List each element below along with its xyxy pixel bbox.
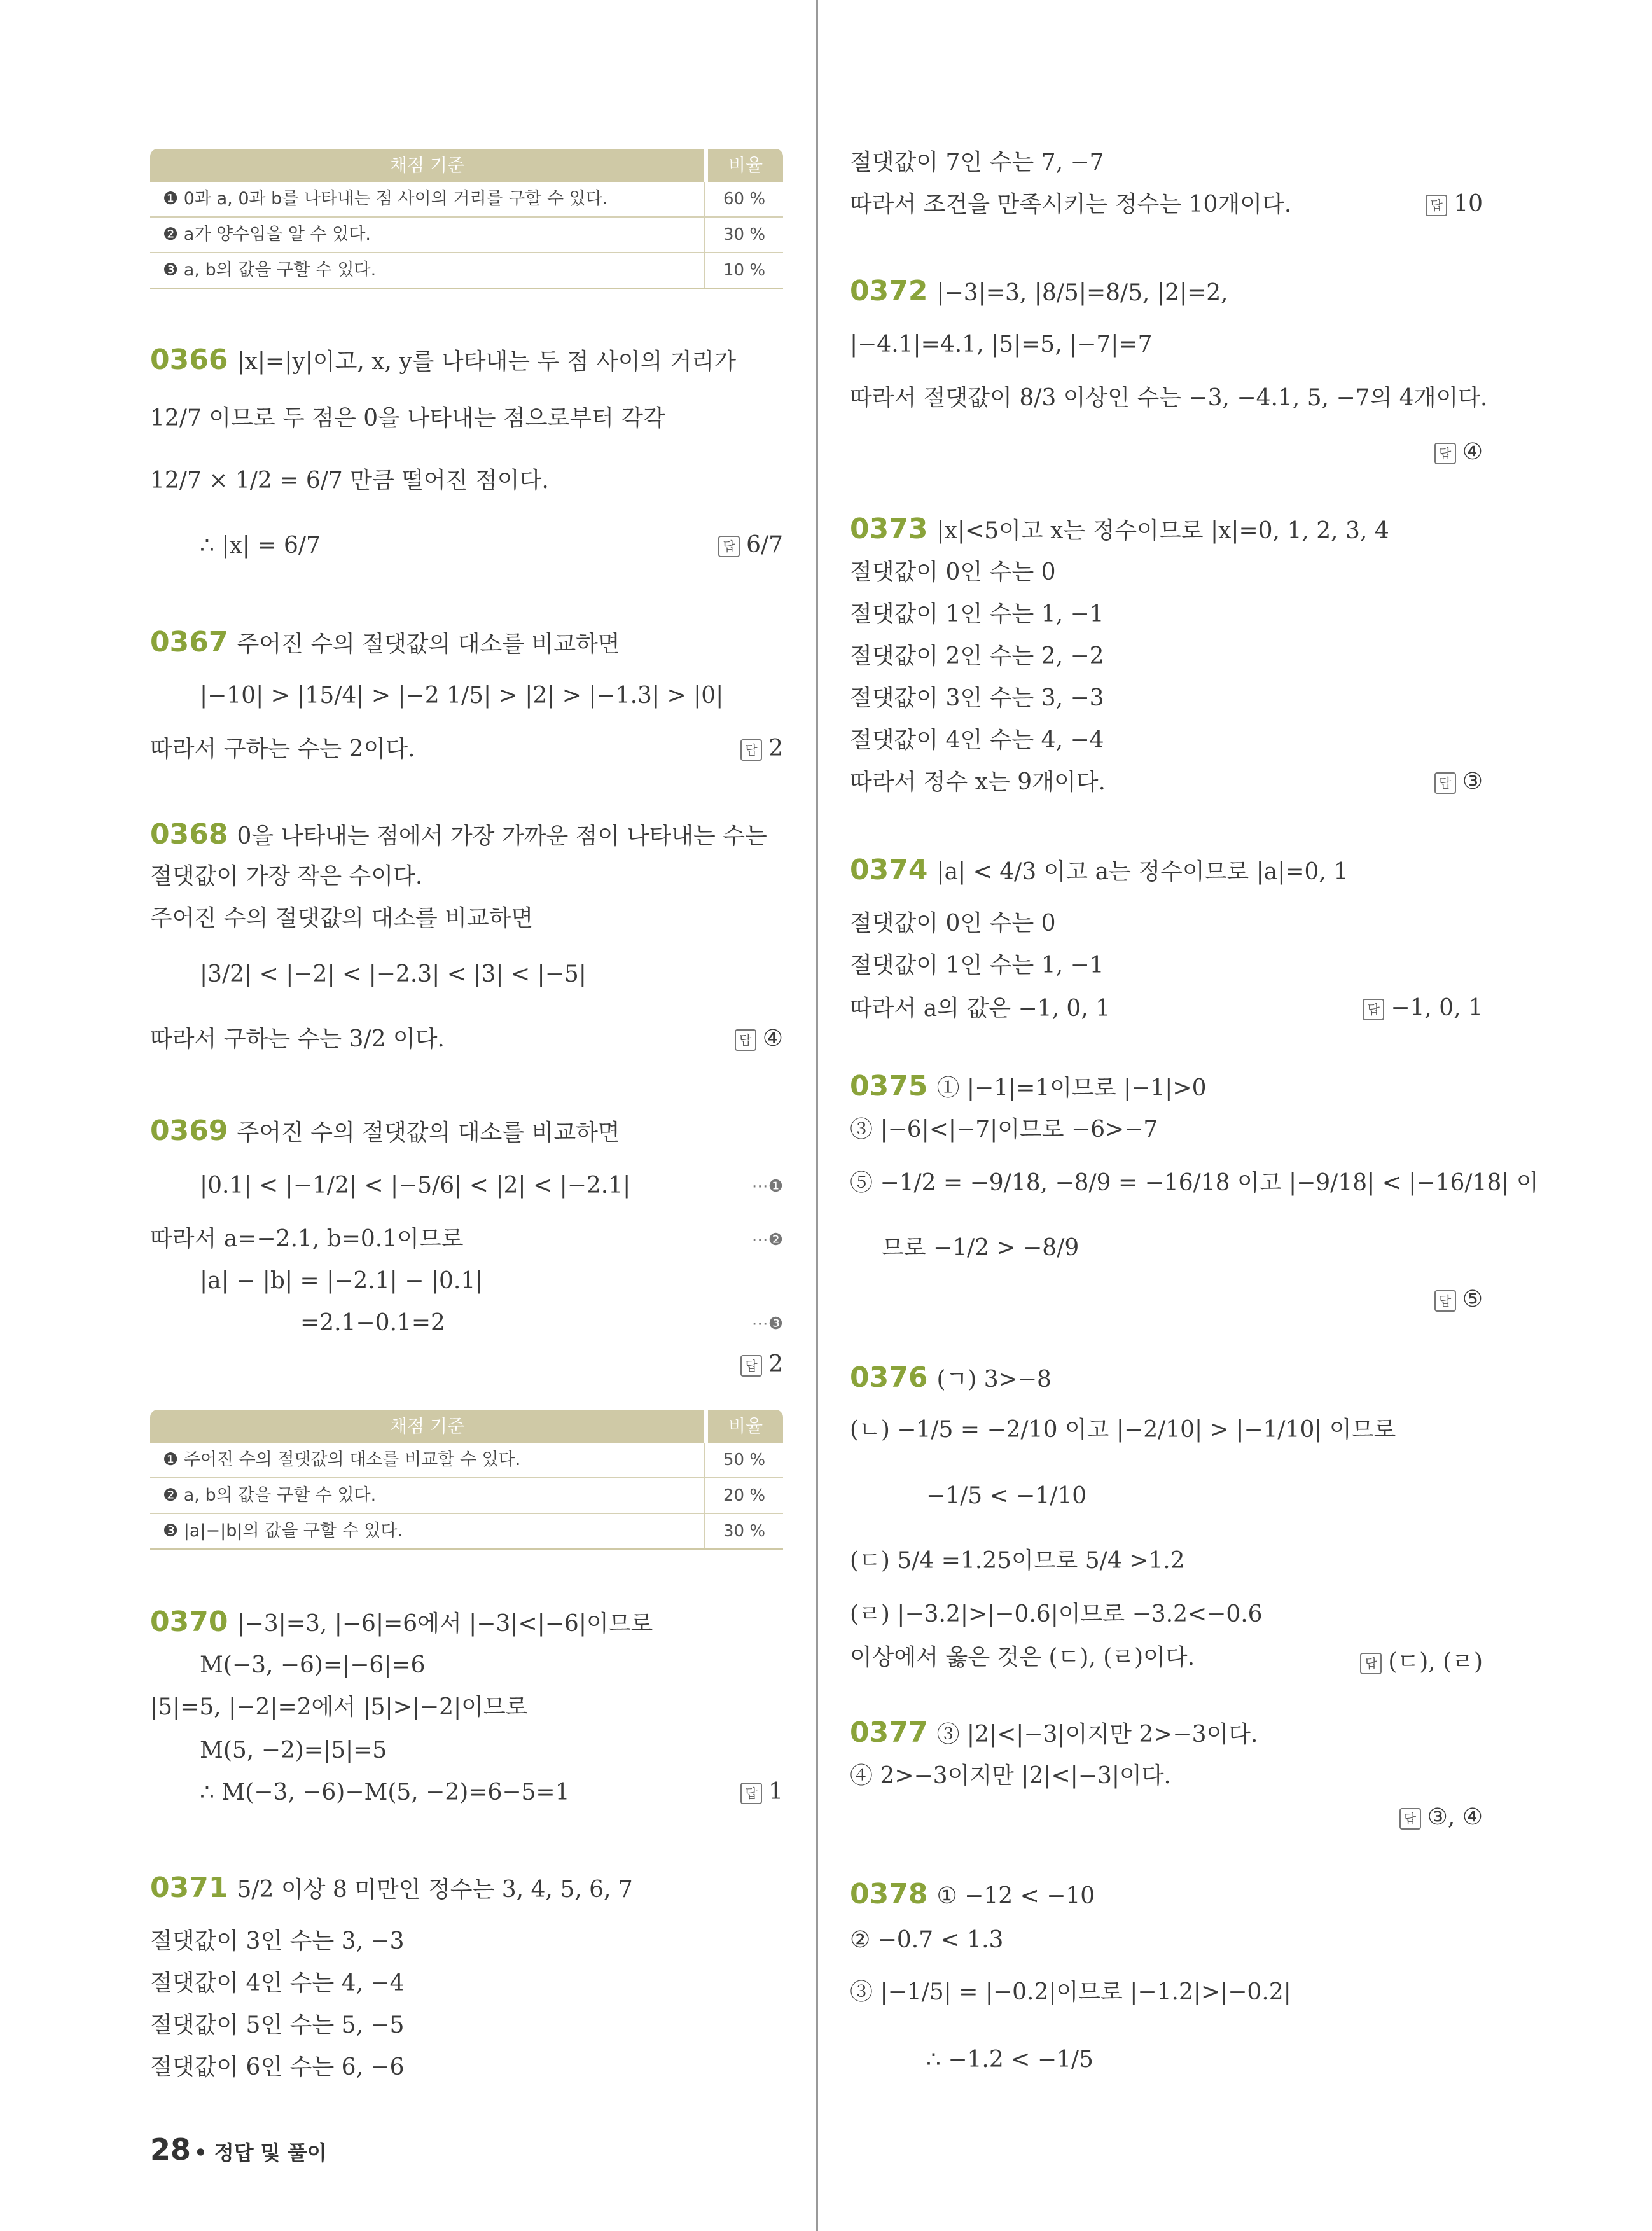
- problem-number: 0373: [850, 513, 928, 545]
- problem-0378-line-3: ③ |−1/5| = |−0.2|이므로 |−1.2|>|−0.2|: [850, 1979, 1291, 2005]
- problem-0375-line-3: ⑤ −1/2 = −9/18, −8/9 = −16/18 이고 |−9/18| < |−16/18| 이: [850, 1170, 1539, 1196]
- answer-tag-icon: 답: [1434, 772, 1456, 794]
- problem-0374-line-3: 절댓값이 1인 수는 1, −1: [850, 952, 1104, 978]
- solution-text: 주어진 수의 절댓값의 대소를 비교하면: [237, 1120, 620, 1146]
- problem-number: 0366: [150, 344, 228, 376]
- grading-row: [150, 1514, 783, 1548]
- solution-text: 5/2 이상 8 미만인 정수는 3, 4, 5, 6, 7: [237, 1877, 633, 1903]
- problem-0376-line-4: (ㄷ) 5/4 =1.25이므로 5/4 >1.2: [850, 1548, 1185, 1574]
- solution-text: |a| < 4/3 이고 a는 정수이므로 |a|=0, 1: [936, 859, 1349, 885]
- solution-text: |−3|=3, |8/5|=8/5, |2|=2,: [936, 280, 1228, 306]
- answer-tag-icon: 답: [740, 1783, 762, 1804]
- problem-0368-line-2: 절댓값이 가장 작은 수이다.: [150, 863, 423, 889]
- grading-ratio: 10 %: [704, 253, 783, 288]
- solution-text: ③ |2|<|−3|이지만 2>−3이다.: [936, 1721, 1258, 1748]
- problem-0378-line-1: [850, 1880, 1095, 1910]
- answer-0374: [1363, 995, 1483, 1021]
- answer-0372: [1434, 439, 1483, 465]
- problem-number: 0372: [850, 275, 928, 307]
- problem-0366-line-4: ∴ |x| = 6/7: [200, 532, 321, 559]
- problem-0373-line-6: 절댓값이 4인 수는 4, −4: [850, 727, 1104, 753]
- problem-0369-line-3: 따라서 a=−2.1, b=0.1이므로: [150, 1226, 464, 1252]
- answer-value: 6/7: [746, 532, 783, 558]
- answer-0371: [1426, 191, 1483, 217]
- problem-0369-line-5: =2.1−0.1=2: [300, 1310, 445, 1336]
- grading-header-label: 채점 기준: [150, 149, 704, 182]
- answer-0377: [1399, 1804, 1483, 1830]
- answer-value: 10: [1454, 191, 1483, 217]
- problem-number: 0375: [850, 1070, 928, 1102]
- answer-tag-icon: 답: [1363, 999, 1384, 1020]
- problem-0376-line-2: (ㄴ) −1/5 = −2/10 이고 |−2/10| > |−1/10| 이므로: [850, 1417, 1396, 1443]
- problem-0369-line-1: [150, 1117, 620, 1147]
- answer-tag-icon: 답: [740, 1355, 762, 1377]
- grading-table-1: [150, 149, 783, 289]
- solution-text: |x|<5이고 x는 정수이므로 |x|=0, 1, 2, 3, 4: [936, 518, 1389, 544]
- grading-ratio: 30 %: [704, 1514, 783, 1548]
- problem-0367-line-3: 따라서 구하는 수는 2이다.: [150, 736, 415, 762]
- grading-header: [150, 1410, 783, 1443]
- solution-text: |x|=|y|이고, x, y를 나타내는 두 점 사이의 거리가: [237, 349, 737, 375]
- page-footer: [150, 2132, 327, 2167]
- problem-0367-line-2: |−10| > |15/4| > |−2 1/5| > |2| > |−1.3| > |0|: [200, 683, 724, 709]
- answer-value: −1, 0, 1: [1391, 995, 1483, 1021]
- problem-0376-line-5: (ㄹ) |−3.2|>|−0.6|이므로 −3.2<−0.6: [850, 1601, 1263, 1627]
- answer-tag-icon: 답: [718, 536, 740, 557]
- problem-0368-line-3: 주어진 수의 절댓값의 대소를 비교하면: [150, 905, 534, 931]
- problem-0368-line-5: 따라서 구하는 수는 3/2 이다.: [150, 1026, 445, 1052]
- problem-0374-line-2: 절댓값이 0인 수는 0: [850, 910, 1056, 936]
- problem-number: 0367: [150, 626, 228, 658]
- step-marker-2: ⋯❷: [751, 1230, 783, 1249]
- answer-0369: [740, 1351, 783, 1377]
- problem-0370-line-2: M(−3, −6)=|−6|=6: [200, 1652, 426, 1678]
- problem-0371-line-3: 절댓값이 4인 수는 4, −4: [150, 1970, 405, 1996]
- problem-0371-line-2: 절댓값이 3인 수는 3, −3: [150, 1928, 405, 1954]
- problem-number: 0368: [150, 818, 228, 851]
- problem-number: 0374: [850, 854, 928, 886]
- answer-0366: [718, 532, 783, 558]
- answer-0373: [1434, 768, 1483, 795]
- answer-tag-icon: 답: [735, 1029, 756, 1051]
- grading-header-label: 채점 기준: [150, 1410, 704, 1443]
- problem-0370-line-5: ∴ M(−3, −6)−M(5, −2)=6−5=1: [200, 1779, 570, 1805]
- grading-criterion: ❶ 0과 a, 0과 b를 나타내는 점 사이의 거리를 구할 수 있다.: [163, 189, 608, 209]
- problem-0366-line-2: 12/7 이므로 두 점은 0을 나타내는 점으로부터 각각: [150, 405, 665, 431]
- grading-row: [150, 1443, 783, 1478]
- grading-criterion: ❶ 주어진 수의 절댓값의 대소를 비교할 수 있다.: [163, 1450, 521, 1470]
- solution-text: ① |−1|=1이므로 |−1|>0: [936, 1075, 1207, 1101]
- grading-ratio: 60 %: [704, 182, 783, 216]
- grading-row: [150, 182, 783, 218]
- grading-criterion: ❸ |a|−|b|의 값을 구할 수 있다.: [163, 1521, 403, 1541]
- grading-ratio: 50 %: [704, 1443, 783, 1477]
- answer-value: ⑤: [1462, 1286, 1483, 1312]
- solution-text: 주어진 수의 절댓값의 대소를 비교하면: [237, 631, 620, 657]
- problem-0374-line-1: [850, 856, 1348, 886]
- problem-0370-line-4: M(5, −2)=|5|=5: [200, 1737, 387, 1763]
- solution-text: ① −12 < −10: [936, 1883, 1095, 1909]
- problem-0367-line-1: [150, 626, 620, 658]
- grading-row: [150, 1478, 783, 1514]
- answer-tag-icon: 답: [1426, 195, 1447, 216]
- answer-value: ④: [1462, 439, 1483, 465]
- problem-0373-line-2: 절댓값이 0인 수는 0: [850, 559, 1056, 585]
- problem-0375-line-4: 므로 −1/2 > −8/9: [882, 1235, 1079, 1261]
- problem-0371-line-1: [150, 1874, 633, 1904]
- grading-criterion: ❸ a, b의 값을 구할 수 있다.: [163, 260, 377, 280]
- solution-text: (ㄱ) 3>−8: [936, 1366, 1052, 1393]
- grading-ratio: 20 %: [704, 1478, 783, 1513]
- problem-number: 0378: [850, 1878, 928, 1910]
- problem-0373-line-4: 절댓값이 2인 수는 2, −2: [850, 643, 1104, 669]
- page-number: 28: [150, 2132, 191, 2167]
- problem-0371-line-4: 절댓값이 5인 수는 5, −5: [150, 2012, 405, 2038]
- answer-tag-icon: 답: [1434, 443, 1456, 464]
- problem-0372-line-3: 따라서 절댓값이 8/3 이상인 수는 −3, −4.1, 5, −7의 4개이다.: [850, 385, 1488, 411]
- problem-0370-line-3: |5|=5, |−2|=2에서 |5|>|−2|이므로: [150, 1694, 528, 1720]
- problem-0371-cont-line-1: 절댓값이 7인 수는 7, −7: [850, 149, 1104, 176]
- problem-0368-line-1: [150, 818, 767, 851]
- grading-row: [150, 253, 783, 288]
- problem-0377-line-2: ④ 2>−3이지만 |2|<|−3|이다.: [850, 1763, 1171, 1789]
- problem-number: 0370: [150, 1606, 228, 1638]
- problem-0373-line-3: 절댓값이 1인 수는 1, −1: [850, 601, 1104, 627]
- problem-0372-line-2: |−4.1|=4.1, |5|=5, |−7|=7: [850, 331, 1153, 358]
- grading-ratio: 30 %: [704, 218, 783, 252]
- answer-0368: [735, 1025, 783, 1052]
- problem-0369-line-2: |0.1| < |−1/2| < |−5/6| < |2| < |−2.1|: [200, 1172, 631, 1199]
- grading-row: [150, 218, 783, 253]
- solution-text: |−3|=3, |−6|=6에서 |−3|<|−6|이므로: [237, 1611, 653, 1637]
- problem-0371-cont-line-2: 따라서 조건을 만족시키는 정수는 10개이다.: [850, 191, 1292, 218]
- problem-0371-line-5: 절댓값이 6인 수는 6, −6: [150, 2054, 405, 2080]
- problem-0376-line-1: [850, 1361, 1052, 1394]
- problem-0376-line-3: −1/5 < −1/10: [926, 1483, 1087, 1509]
- problem-0370-line-1: [150, 1608, 653, 1638]
- problem-0374-line-4: 따라서 a의 값은 −1, 0, 1: [850, 996, 1111, 1022]
- problem-0368-line-4: |3/2| < |−2| < |−2.3| < |3| < |−5|: [200, 961, 587, 987]
- grading-criterion: ❷ a가 양수임을 알 수 있다.: [163, 225, 371, 244]
- answer-value: ④: [762, 1025, 783, 1052]
- answer-tag-icon: 답: [1360, 1653, 1382, 1674]
- grading-header-ratio: 비율: [708, 1410, 783, 1443]
- answer-0367: [740, 735, 783, 761]
- step-marker-3: ⋯❸: [751, 1314, 783, 1333]
- column-divider: [816, 0, 818, 2231]
- problem-number: 0376: [850, 1361, 928, 1394]
- problem-0366-line-1: [150, 346, 736, 376]
- answer-value: 2: [768, 1351, 783, 1377]
- problem-0378-line-4: ∴ −1.2 < −1/5: [926, 2047, 1093, 2073]
- answer-value: ③: [1462, 768, 1483, 795]
- answer-0370: [740, 1779, 783, 1805]
- solution-text: 0을 나타내는 점에서 가장 가까운 점이 나타내는 수는: [237, 823, 767, 849]
- grading-header: [150, 149, 783, 182]
- problem-number: 0369: [150, 1115, 228, 1147]
- problem-0376-line-6: 이상에서 옳은 것은 (ㄷ), (ㄹ)이다.: [850, 1644, 1195, 1671]
- problem-0373-line-1: [850, 515, 1389, 545]
- problem-0373-line-5: 절댓값이 3인 수는 3, −3: [850, 685, 1104, 711]
- answer-value: (ㄷ), (ㄹ): [1388, 1649, 1483, 1675]
- grading-criterion: ❷ a, b의 값을 구할 수 있다.: [163, 1485, 377, 1505]
- answer-0375: [1434, 1286, 1483, 1312]
- problem-0378-line-2: ② −0.7 < 1.3: [850, 1927, 1004, 1953]
- problem-0375-line-1: [850, 1070, 1207, 1102]
- step-marker-1: ⋯❶: [751, 1177, 783, 1196]
- problem-number: 0377: [850, 1716, 928, 1749]
- problem-0369-line-4: |a| − |b| = |−2.1| − |0.1|: [200, 1268, 483, 1294]
- grading-header-ratio: 비율: [708, 149, 783, 182]
- problem-0375-line-2: ③ |−6|<|−7|이므로 −6>−7: [850, 1116, 1158, 1143]
- footer-label: • 정답 및 풀이: [194, 2141, 327, 2165]
- problem-0377-line-1: [850, 1716, 1258, 1749]
- answer-value: 1: [768, 1779, 783, 1805]
- problem-0372-line-1: [850, 277, 1228, 307]
- problem-number: 0371: [150, 1872, 228, 1904]
- answer-0376: [1360, 1644, 1483, 1676]
- answer-value: ③, ④: [1427, 1804, 1483, 1830]
- answer-tag-icon: 답: [1434, 1290, 1456, 1312]
- answer-value: 2: [768, 735, 783, 761]
- problem-0373-line-7: 따라서 정수 x는 9개이다.: [850, 769, 1106, 795]
- grading-table-2: [150, 1410, 783, 1550]
- answer-tag-icon: 답: [740, 739, 762, 761]
- answer-tag-icon: 답: [1399, 1808, 1421, 1830]
- problem-0366-line-3: 12/7 × 1/2 = 6/7 만큼 떨어진 점이다.: [150, 468, 549, 494]
